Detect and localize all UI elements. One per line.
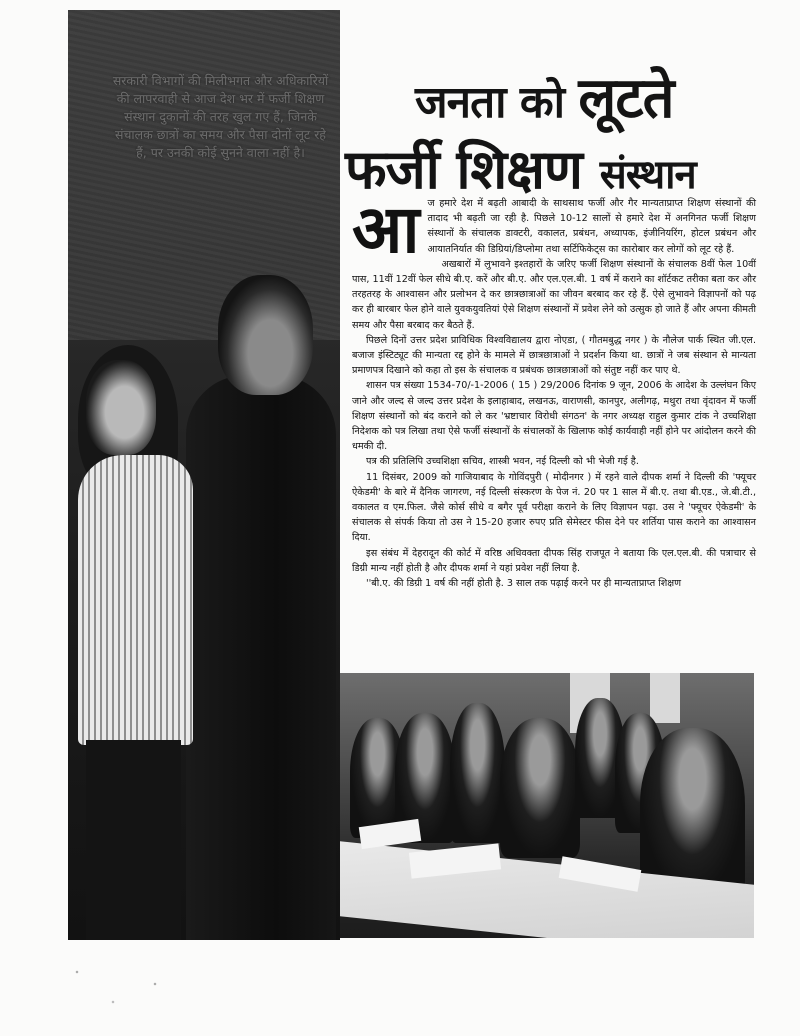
headline-part: फर्जी शिक्षण bbox=[345, 138, 582, 201]
photo-overlay-text: सरकारी विभागों की मिलीभगत और अधिकारियों की लापरवाही से आज देश भर में फर्जी शिक्षण संस्थान दुकानों की तरह खुल गए हैं, जिनके संचालक छात्रों का समय और पैसा दोनों लूट रहे हैं, पर उनकी कोई सुनने वाला नहीं है। bbox=[112, 73, 329, 160]
scan-specks bbox=[65, 960, 185, 1020]
article-paragraph: ''बी.ए. की डिग्री 1 वर्ष की नहीं होती है. 3 साल तक पढ़ाई करने पर ही मान्यताप्राप्त शिक्षण bbox=[366, 578, 682, 590]
photo-person-striped-shirt bbox=[78, 455, 193, 745]
article-paragraph: अखबारों में लुभावने इश्तहारों के जरिए फर्जी शिक्षण संस्थानों के संचालक 8वीं फेल 10वीं पास, 11वीं 12वीं फेल सीधे बी.ए. करें और बी.ए. और एल.एल.बी. 1 वर्ष में कराने का शॉर्टकट तरीका बता कर और तरहतरह के आश्वासन और प्रलोभन दे कर छात्रछात्राओं का जीवन बरबाद कर रहे हैं. ऐसे लुभावने विज्ञापनों को पढ़ कर ही बारबार फेल होने वाले युवकयुवतियां ऐसे शिक्षण संस्थानों में प्रवेश लेने को उत्सुक हो जाते हैं और अपना कीमती समय और पैसा बरबाद कर बैठते हैं. bbox=[352, 258, 756, 331]
article-paragraph: शासन पत्र संख्या 1534-70/-1-2006 ( 15 ) 29/2006 दिनांक 9 जून, 2006 के आदेश के उल्लंघन किए जाने और जल्द से जल्द उत्तर प्रदेश के इलाहाबाद, लखनऊ, वाराणसी, कानपुर, अलीगढ़, मथुरा तथा वृंदावन में फर्जी शिक्षण संस्थानों को बंद कराने को ले कर 'भ्रष्टाचार विरोधी संगठन' के नगर अध्यक्ष राहुल कुमार टांक ने उच्चशिक्षा निदेशक को पत्र लिखा तथा ऐसे फर्जी संस्थानों के संचालकों के खिलाफ कोई कार्यवाही नहीं होने पर आंदोलन करने की धमकी दी. bbox=[352, 380, 756, 453]
article-paragraph: पत्र की प्रतिलिपि उच्चशिक्षा सचिव, शास्त्री भवन, नई दिल्ली को भी भेजी गई है. bbox=[366, 456, 639, 468]
drop-cap: आ bbox=[352, 190, 420, 268]
photo-student bbox=[450, 703, 505, 843]
article-paragraph: 11 दिसंबर, 2009 को गाजियाबाद के गोविंदपुरी ( मोदीनगर ) में रहने वाले दीपक शर्मा ने दिल्ली की 'फ्यूचर ऐकेडमी' के बारे में दैनिक जागरण, नई दिल्ली संस्करण के पेज नं. 20 पर 1 साल में बी.ए. तथा बी.एड., जे.बी.टी., वकालत व एम.फिल. जैसे कोर्स सीधे व बगैर पूर्व परीक्षा कराने के लिए विज्ञापन पढ़ा. उस ने 'फ्यूचर ऐकेडमी' के संचालक से संपर्क किया तो उस ने 15-20 हजार रुपए प्रति सेमेस्टर फीस देने पर शर्तिया पास कराने का आश्वासन दिया. bbox=[352, 471, 756, 544]
photo-student bbox=[500, 718, 580, 858]
classroom-photo bbox=[340, 673, 754, 938]
article-body bbox=[352, 190, 756, 591]
headline-part: संस्थान bbox=[599, 152, 696, 198]
headline-part: जनता को bbox=[415, 77, 565, 128]
students-photo bbox=[68, 10, 340, 940]
headline-part: लूटते bbox=[578, 66, 674, 131]
article-paragraph: ज हमारे देश में बढ़ती आबादी के साथसाथ फर्जी और गैर मान्यताप्राप्त शिक्षण संस्थानों की तादाद भी बढ़ती जा रही है. पिछले 10-12 सालों से हमारे देश में अनगिनत फर्जी शिक्षण संस्थानों के संचालक डाक्टरी, वकालत, प्रबंधन, अध्यापक, इंजीनियरिंग, होटल प्रबंधन और आयातनिर्यात की डिग्रियां/डिप्लोमा तथा सर्टिफिकेट्स का कारोबार कर लोगों को लूट रहे हैं. bbox=[427, 198, 756, 255]
photo-person-dark-clothes bbox=[186, 375, 336, 940]
photo-student bbox=[640, 728, 745, 898]
headline-line-1 bbox=[415, 58, 674, 134]
photo-person-head bbox=[218, 275, 313, 395]
photo-person-legs bbox=[86, 740, 181, 940]
article-paragraph: पिछले दिनों उत्तर प्रदेश प्राविधिक विश्वविद्यालय द्वारा नोएडा, ( गौतमबुद्ध नगर ) के नौलेज पार्क स्थित जी.एल. बजाज इंस्टिट्यूट की मान्यता रद्द होने के मामले में छात्रछात्राओं ने प्रदर्शन किया था. छात्रों ने जब संस्थान से मान्यता प्रमाणपत्र दिखाने को कहा तो इस के संचालक व प्रबंधक छात्रछात्राओं को संतुष्ट नहीं कर पाए थे. bbox=[352, 334, 756, 377]
article-paragraph: इस संबंध में देहरादून की कोर्ट में वरिष्ठ अधिवक्ता दीपक सिंह राजपूत ने बताया कि एल.एल.बी. की पत्राचार से डिग्री मान्य नहीं होती है और दीपक शर्मा ने यहां प्रवेश नहीं लिया है. bbox=[352, 547, 756, 574]
photo-person-face bbox=[86, 360, 156, 455]
photo-window bbox=[650, 673, 680, 723]
